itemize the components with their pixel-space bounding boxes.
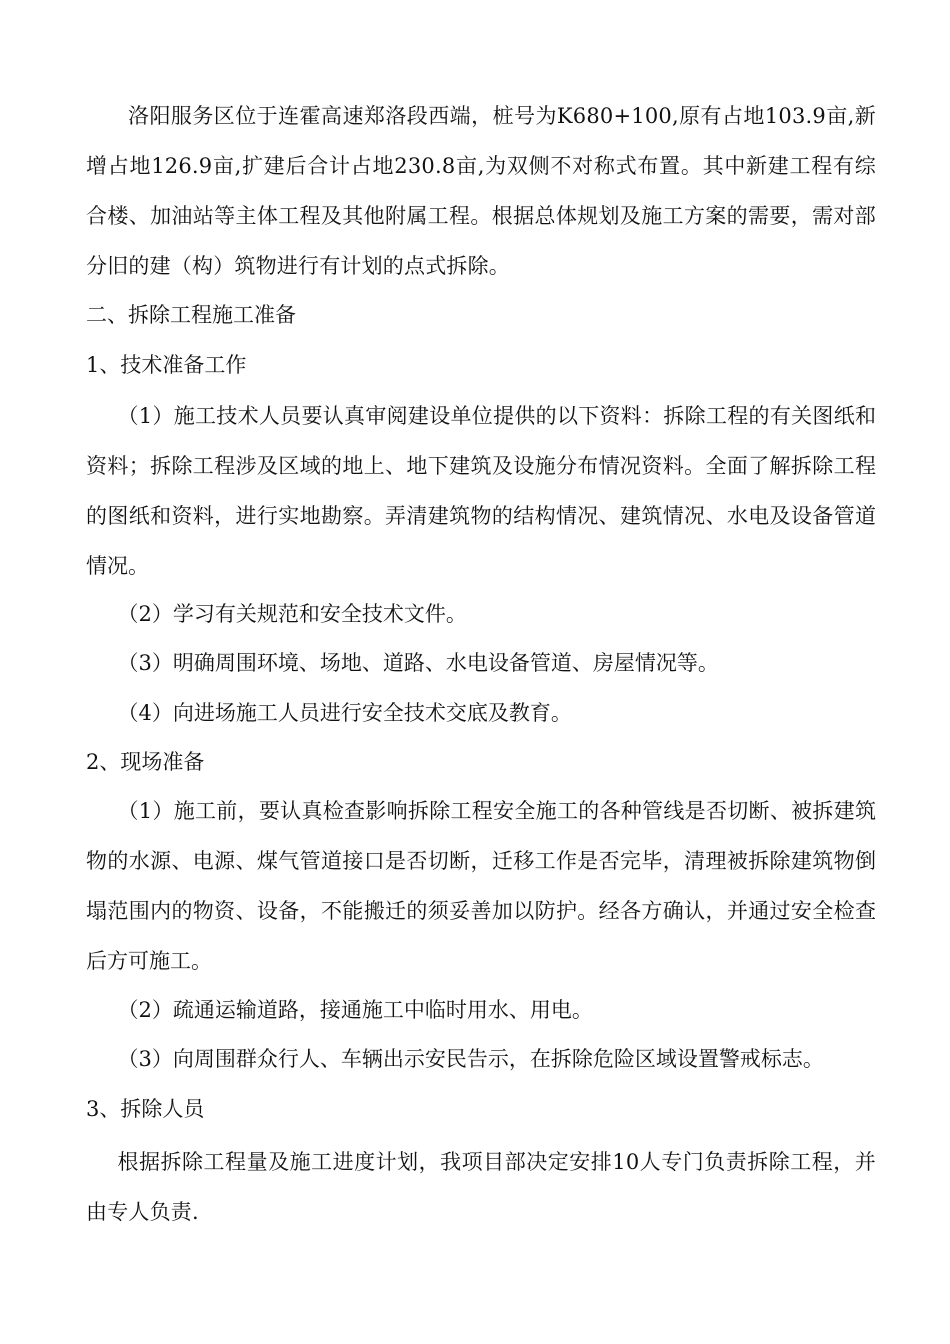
site-item-1: （1）施工前，要认真检查影响拆除工程安全施工的各种管线是否切断、被拆建筑物的水源、电源、煤气管道接口是否切断，迁移工作是否完毕，清理被拆除建筑物倒塌范围内的物资、设备，不能搬迁的须妥善加以防护。经各方确认，并通过安全检查后方可施工。 [86,799,876,973]
section-heading-preparation: 二、拆除工程施工准备 [86,303,296,327]
technical-item-1: （1）施工技术人员要认真审阅建设单位提供的以下资料：拆除工程的有关图纸和资料；拆除工程涉及区域的地上、地下建筑及设施分布情况资料。全面了解拆除工程的图纸和资料，进行实地勘察。弄清建筑物的结构情况、建筑情况、水电及设备管道情况。 [86,404,876,578]
site-item-3: （3）向周围群众行人、车辆出示安民告示，在拆除危险区域设置警戒标志。 [117,1047,824,1071]
subsection-heading-technical: 1、技术准备工作 [86,353,247,377]
personnel-paragraph: 根据拆除工程量及施工进度计划，我项目部决定安排10人专门负责拆除工程，并由专人负责. [86,1150,876,1224]
technical-item-2: （2）学习有关规范和安全技术文件。 [117,602,467,626]
subsection-heading-personnel: 3、拆除人员 [86,1097,205,1121]
subsection-heading-site: 2、现场准备 [86,750,205,774]
technical-item-4: （4）向进场施工人员进行安全技术交底及教育。 [117,701,572,725]
intro-paragraph: 洛阳服务区位于连霍高速郑洛段西端，桩号为K680+100,原有占地103.9亩,新增占地126.9亩,扩建后合计占地230.8亩,为双侧不对称式布置。其中新建工程有综合楼、加油站等主体工程及其他附属工程。根据总体规划及施工方案的需要，需对部分旧的建（构）筑物进行有计划的点式拆除。 [86,104,876,278]
site-item-2: （2）疏通运输道路，接通施工中临时用水、用电。 [117,998,593,1022]
technical-item-3: （3）明确周围环境、场地、道路、水电设备管道、房屋情况等。 [117,651,719,675]
